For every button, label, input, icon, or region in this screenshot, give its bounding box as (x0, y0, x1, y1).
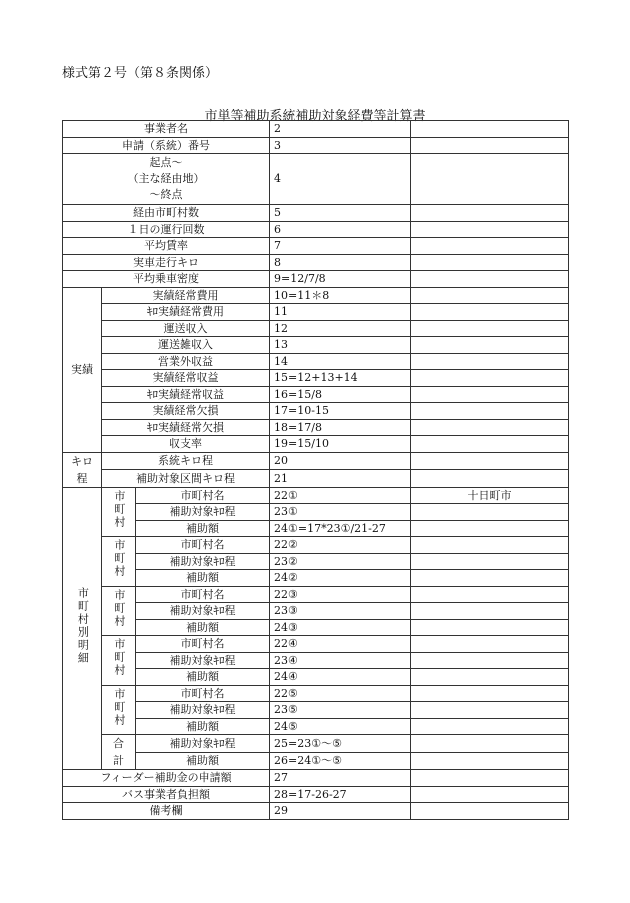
row-value: 9=12/7/8 (270, 271, 411, 288)
table-row (63, 154, 569, 205)
municipal-sub-label (102, 685, 136, 735)
row-extra (411, 570, 569, 587)
table-row (63, 718, 569, 735)
row-value: 15=12+13+14 (270, 370, 411, 387)
row-extra (411, 752, 569, 770)
row-extra (411, 504, 569, 521)
row-extra (411, 586, 569, 603)
form-number: 様式第２号（第８条関係） (62, 66, 219, 81)
row-extra (411, 238, 569, 255)
row-value: 22① (270, 487, 411, 504)
row-label: 補助対象ｷﾛ程 (136, 603, 270, 620)
row-label: 補助対象ｷﾛ程 (136, 652, 270, 669)
row-label: 実績経常費用 (102, 287, 270, 304)
row-extra (411, 436, 569, 453)
row-value: 5 (270, 205, 411, 222)
total-label-line: 合 (113, 737, 124, 750)
municipal-sub-text: 市町村 (112, 687, 126, 727)
row-value: 16=15/8 (270, 386, 411, 403)
row-extra (411, 520, 569, 537)
row-value: 29 (270, 803, 411, 820)
row-extra (411, 553, 569, 570)
row-value: 22③ (270, 586, 411, 603)
row-label: 補助額 (136, 669, 270, 686)
municipal-sub-text: 市町村 (112, 489, 126, 529)
row-label: 実績経常収益 (102, 370, 270, 387)
row-label: 補助対象ｷﾛ程 (136, 504, 270, 521)
row-label: 申請（系統）番号 (63, 137, 270, 154)
table-row (63, 586, 569, 603)
row-value: 14 (270, 353, 411, 370)
row-label: ｷﾛ実績経常欠損 (102, 419, 270, 436)
row-value: 12 (270, 320, 411, 337)
row-extra (411, 353, 569, 370)
row-extra (411, 786, 569, 803)
row-extra (411, 685, 569, 702)
row-extra (411, 287, 569, 304)
row-extra (411, 452, 569, 470)
row-extra (411, 718, 569, 735)
table-row (63, 786, 569, 803)
municipal-sub-text: 市町村 (112, 588, 126, 628)
row-value: 22② (270, 537, 411, 554)
table-row (63, 619, 569, 636)
table-row (63, 205, 569, 222)
row-label: 補助額 (136, 619, 270, 636)
kiro-label-line: キロ (71, 454, 93, 468)
row-value: 24④ (270, 669, 411, 686)
row-value: 8 (270, 254, 411, 271)
table-row (63, 603, 569, 620)
municipal-group-text: 市町村別明細 (76, 586, 90, 665)
table-row (63, 137, 569, 154)
row-extra (411, 121, 569, 138)
row-label: フィーダー補助金の申請額 (63, 770, 270, 787)
row-label: 運送収入 (102, 320, 270, 337)
row-extra (411, 636, 569, 653)
route-label-line: 起点～ (149, 156, 183, 169)
row-extra (411, 137, 569, 154)
table-row (63, 121, 569, 138)
row-label: 補助額 (136, 752, 270, 770)
row-value: 20 (270, 452, 411, 470)
row-label: 市町村名 (136, 685, 270, 702)
row-label: 市町村名 (136, 636, 270, 653)
row-value: 2 (270, 121, 411, 138)
row-label: 事業者名 (63, 121, 270, 138)
route-label (63, 154, 270, 205)
row-value: 22⑤ (270, 685, 411, 702)
table-row (63, 320, 569, 337)
row-extra (411, 370, 569, 387)
row-label: 補助額 (136, 718, 270, 735)
municipal-sub-label (102, 537, 136, 587)
municipal-sub-text: 市町村 (112, 539, 126, 579)
row-label: ｷﾛ実績経常収益 (102, 386, 270, 403)
municipal-group-label (63, 487, 102, 770)
row-value: 10=11＊8 (270, 287, 411, 304)
row-extra (411, 320, 569, 337)
row-value: 22④ (270, 636, 411, 653)
jisseki-group-label: 実績 (63, 287, 102, 452)
row-extra (411, 770, 569, 787)
row-extra (411, 702, 569, 719)
row-extra (411, 386, 569, 403)
table-row (63, 504, 569, 521)
row-extra (411, 537, 569, 554)
table-row (63, 770, 569, 787)
municipal-sub-text: 市町村 (112, 638, 126, 678)
row-label: 実車走行キロ (63, 254, 270, 271)
row-value: 4 (270, 154, 411, 205)
route-label-line: ～終点 (149, 188, 183, 201)
table-row (63, 652, 569, 669)
table-row (63, 337, 569, 354)
row-label: 市町村名 (136, 586, 270, 603)
row-value: 27 (270, 770, 411, 787)
row-value: 28=17-26-27 (270, 786, 411, 803)
row-label: ｷﾛ実績経常費用 (102, 304, 270, 321)
row-value: 23② (270, 553, 411, 570)
row-extra (411, 221, 569, 238)
total-sub-label (102, 735, 136, 770)
row-label: 補助対象ｷﾛ程 (136, 735, 270, 753)
row-extra (411, 669, 569, 686)
municipal-sub-label (102, 636, 136, 686)
total-label-line: 計 (113, 754, 124, 767)
row-value: 3 (270, 137, 411, 154)
table-row (63, 669, 569, 686)
table-row (63, 386, 569, 403)
row-label: 平均賃率 (63, 238, 270, 255)
row-extra (411, 205, 569, 222)
municipal-sub-label (102, 487, 136, 537)
row-value: 11 (270, 304, 411, 321)
table-row (63, 702, 569, 719)
row-extra (411, 154, 569, 205)
table-row (63, 636, 569, 653)
row-value: 13 (270, 337, 411, 354)
row-value: 23⑤ (270, 702, 411, 719)
row-label: 備考欄 (63, 803, 270, 820)
table-row (63, 553, 569, 570)
municipality-name: 十日町市 (411, 487, 569, 504)
table-row (63, 436, 569, 453)
row-label: 市町村名 (136, 537, 270, 554)
table-row (63, 304, 569, 321)
row-extra (411, 652, 569, 669)
row-value: 19=15/10 (270, 436, 411, 453)
row-value: 6 (270, 221, 411, 238)
row-value: 24③ (270, 619, 411, 636)
row-extra (411, 735, 569, 753)
table-row (63, 452, 569, 470)
calculation-table (62, 120, 569, 820)
table-row (63, 570, 569, 587)
row-label: 経由市町村数 (63, 205, 270, 222)
row-value: 24①=17*23①/21-27 (270, 520, 411, 537)
row-label: 系統キロ程 (102, 452, 270, 470)
row-value: 25=23①～⑤ (270, 735, 411, 753)
route-label-line: （主な経由地） (127, 172, 205, 185)
table-row (63, 685, 569, 702)
table-row (63, 403, 569, 420)
row-label: 営業外収益 (102, 353, 270, 370)
row-value: 23④ (270, 652, 411, 669)
row-extra (411, 271, 569, 288)
row-extra (411, 470, 569, 488)
kiro-label-line: 程 (76, 471, 88, 485)
row-extra (411, 419, 569, 436)
municipal-sub-label (102, 586, 136, 636)
row-value: 24② (270, 570, 411, 587)
row-value: 23③ (270, 603, 411, 620)
row-value: 17=10-15 (270, 403, 411, 420)
row-extra (411, 254, 569, 271)
document-title: 市単等補助系統補助対象経費等計算書 (204, 109, 426, 124)
row-label: バス事業者負担額 (63, 786, 270, 803)
row-extra (411, 403, 569, 420)
row-label: 補助対象ｷﾛ程 (136, 702, 270, 719)
kiro-group-label (63, 452, 102, 487)
row-value: 18=17/8 (270, 419, 411, 436)
row-value: 7 (270, 238, 411, 255)
table-row (63, 735, 569, 753)
row-extra (411, 619, 569, 636)
table-row (63, 752, 569, 770)
row-extra (411, 803, 569, 820)
row-label: 市町村名 (136, 487, 270, 504)
table-row (63, 537, 569, 554)
table-row (63, 221, 569, 238)
row-label: 運送雑収入 (102, 337, 270, 354)
table-row (63, 419, 569, 436)
table-row (63, 238, 569, 255)
row-label: 収支率 (102, 436, 270, 453)
table-row (63, 254, 569, 271)
table-row (63, 470, 569, 488)
table-row (63, 520, 569, 537)
table-row (63, 353, 569, 370)
row-value: 24⑤ (270, 718, 411, 735)
row-value: 21 (270, 470, 411, 488)
row-label: 実績経常欠損 (102, 403, 270, 420)
table-row (63, 271, 569, 288)
row-extra (411, 603, 569, 620)
row-label: 補助額 (136, 520, 270, 537)
table-row (63, 803, 569, 820)
row-extra (411, 337, 569, 354)
table-row (63, 370, 569, 387)
row-extra (411, 304, 569, 321)
row-label: 平均乗車密度 (63, 271, 270, 288)
row-label: 補助対象ｷﾛ程 (136, 553, 270, 570)
table-row (63, 487, 569, 504)
row-label: １日の運行回数 (63, 221, 270, 238)
table-row (63, 287, 569, 304)
row-label: 補助額 (136, 570, 270, 587)
row-value: 26=24①～⑤ (270, 752, 411, 770)
row-value: 23① (270, 504, 411, 521)
row-label: 補助対象区間キロ程 (102, 470, 270, 488)
